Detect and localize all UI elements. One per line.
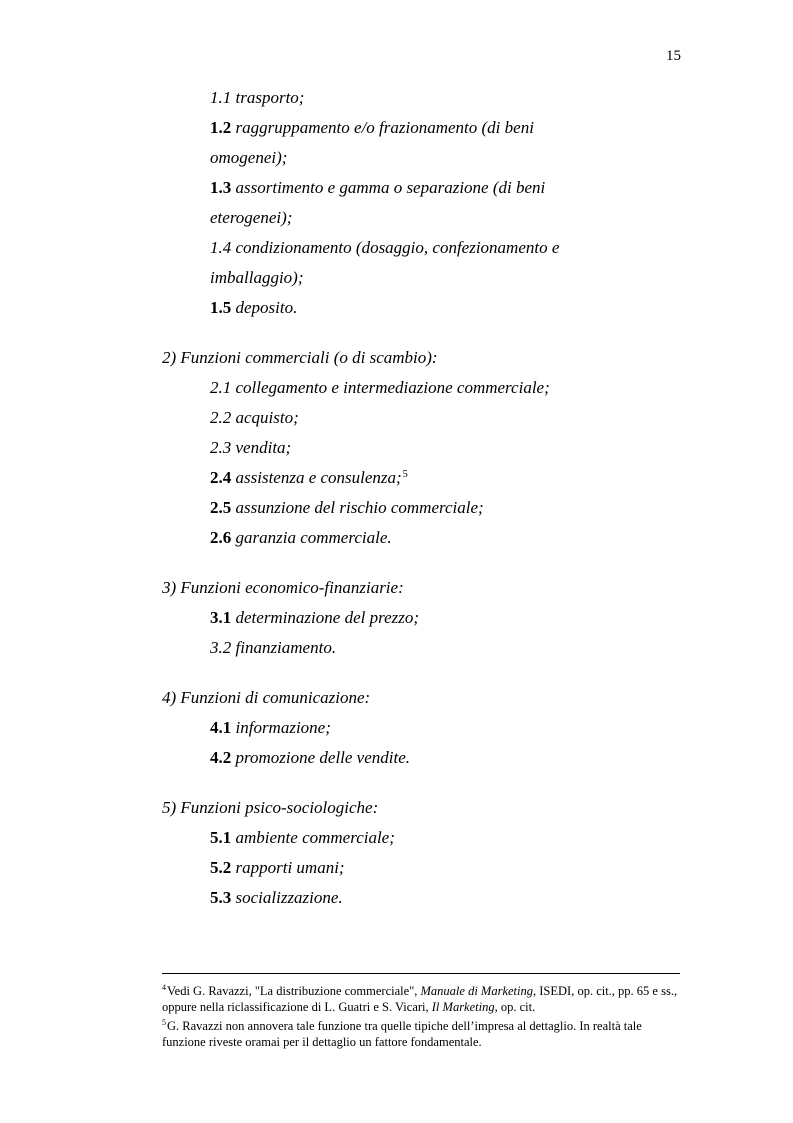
item-number: 2.2 [210, 408, 232, 427]
item-text: eterogenei); [210, 208, 293, 227]
item-number: 5.1 [210, 828, 232, 847]
item-number: 1.4 [210, 238, 232, 257]
item-text: rapporti umani; [235, 858, 345, 877]
item-number: 1.2 [210, 118, 232, 137]
list-item [210, 828, 395, 848]
item-text: assunzione del rischio commerciale; [235, 498, 484, 517]
item-text: promozione delle vendite. [235, 748, 411, 767]
footnote-text: , op. cit. [494, 1000, 536, 1014]
item-text: ambiente commerciale; [235, 828, 395, 847]
footnote-4 [162, 980, 682, 1015]
item-number: 3.2 [210, 638, 232, 657]
section-heading: 3) Funzioni economico-finanziarie: [162, 578, 404, 597]
item-text: imballaggio); [210, 268, 304, 287]
section-heading: 5) Funzioni psico-sociologiche: [162, 798, 379, 817]
item-number: 4.1 [210, 718, 232, 737]
list-item [210, 178, 545, 198]
item-number: 2.6 [210, 528, 232, 547]
item-number: 1.3 [210, 178, 232, 197]
footnote-text: , ISEDI, op. cit., pp. 65 e ss., oppure nella riclassificazione di L. Guatri e S. Vicari, [162, 984, 678, 1014]
list-item [210, 88, 304, 108]
list-item [210, 528, 392, 548]
list-item [210, 468, 408, 488]
footnote-ref[interactable]: 5 [402, 469, 408, 480]
item-number: 1.5 [210, 298, 232, 317]
list-item [210, 608, 419, 628]
item-text: informazione; [235, 718, 331, 737]
page-number: 15 [666, 48, 681, 64]
section-heading: 2) Funzioni commerciali (o di scambio): [162, 348, 438, 367]
item-text: acquisto; [235, 408, 299, 427]
item-number: 5.2 [210, 858, 232, 877]
list-item [210, 298, 297, 318]
item-number: 1.1 [210, 88, 232, 107]
item-number: 4.2 [210, 748, 232, 767]
item-text: garanzia commerciale. [235, 528, 392, 547]
list-item [210, 638, 336, 658]
item-number: 2.1 [210, 378, 232, 397]
item-text: collegamento e intermediazione commerciale; [235, 378, 550, 397]
list-item [210, 118, 534, 138]
item-text: trasporto; [235, 88, 305, 107]
item-text: assistenza e consulenza; [235, 468, 402, 487]
item-text: finanziamento. [235, 638, 337, 657]
list-item [210, 438, 291, 458]
item-number: 2.3 [210, 438, 232, 457]
footnote-text: Vedi G. Ravazzi, "La distribuzione commerciale", [167, 984, 421, 998]
footnote-title: Il Marketing [431, 1000, 495, 1014]
item-number: 5.3 [210, 888, 232, 907]
list-item [210, 748, 410, 768]
item-text: condizionamento (dosaggio, confezionamento e [235, 238, 560, 257]
footnote-mark: 5 [162, 1018, 166, 1027]
list-item [210, 238, 559, 258]
item-text: determinazione del prezzo; [235, 608, 420, 627]
footnote-divider [162, 973, 680, 974]
item-text: socializzazione. [235, 888, 343, 907]
list-item [210, 408, 299, 428]
item-text: assortimento e gamma o separazione (di beni [235, 178, 546, 197]
item-number: 2.5 [210, 498, 232, 517]
item-text: vendita; [235, 438, 292, 457]
list-item [210, 718, 331, 738]
section-heading: 4) Funzioni di comunicazione: [162, 688, 371, 707]
item-text: deposito. [235, 298, 298, 317]
item-text: raggruppamento e/o frazionamento (di beni [235, 118, 534, 137]
footnote-5 [162, 1015, 682, 1050]
footnote-title: Manuale di Marketing [420, 984, 533, 998]
item-text: omogenei); [210, 148, 288, 167]
list-item-continuation [210, 268, 304, 288]
list-item-continuation [210, 208, 292, 228]
footnotes [162, 980, 682, 1050]
item-number: 3.1 [210, 608, 232, 627]
list-item [210, 858, 345, 878]
list-item [210, 888, 343, 908]
footnote-mark: 4 [162, 983, 166, 992]
list-item [210, 498, 484, 518]
item-number: 2.4 [210, 468, 232, 487]
list-item-continuation [210, 148, 287, 168]
list-item [210, 378, 550, 398]
footnote-text: G. Ravazzi non annovera tale funzione tra quelle tipiche dell’impresa al dettaglio. In realtà tale funzione riveste oramai per il dettaglio un fattore fondamentale. [162, 1019, 642, 1049]
